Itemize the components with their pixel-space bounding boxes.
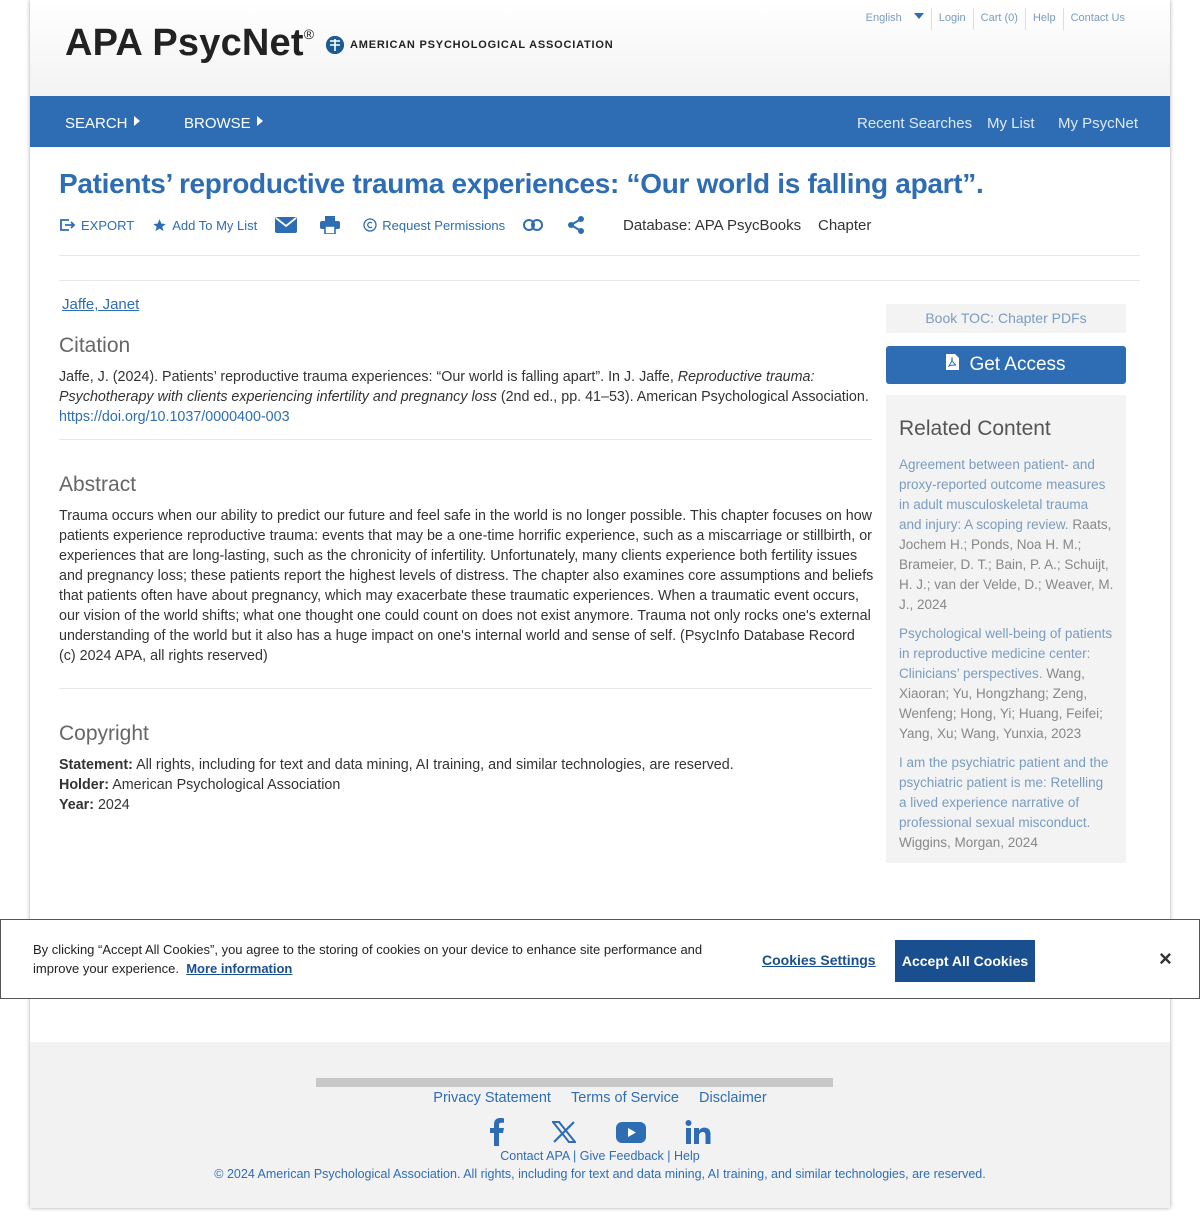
nav-my-psycnet[interactable]: My PsycNet [1058,115,1139,132]
nav-search[interactable]: SEARCH [65,115,140,132]
author-link[interactable]: Jaffe, Janet [62,296,140,313]
separator: | [667,1149,671,1163]
cookie-text: By clicking “Accept All Cookies”, you agree to the storing of cookies on your device to enhance site performance and improve your experience. More information [33,942,703,976]
abstract-text: Trauma occurs when our ability to predict our future and feel safe in the world is no longer possible. This chapter focuses on how patients experience reproductive trauma: events that may be a one-time horrific experience, such as a miscarriage or stillbirth, or experiences that are long-lasting, such as the chronicity of infertility. Unfortunately, many clients experience both fertility issues and pregnancy loss; these patients report the highest levels of distress. The chapter also examines core assumptions and beliefs that patients often have about pregnancy, which may exacerbate these traumatic experiences. When a traumatic event occurs, our vision of the world shifts; what one thought one could count on does not exist anymore. Trauma not only rocks one's external understanding of the world but it also has a huge impact on one's internal world and sense of self. (PsycInfo Database Record (c) 2024 APA, all rights reserved) [59,508,874,664]
help-link[interactable]: Help [1025,8,1063,30]
apa-logo-text: AMERICAN PSYCHOLOGICAL ASSOCIATION [350,39,614,51]
copyright-icon [363,218,377,232]
citation-text: Jaffe, J. (2024). Patients’ reproductive trauma experiences: “Our world is falling apart”. In J. Jaffe, Reproductive trauma: Psychotherapy with clients experiencing infertility and pregnancy loss (2nd ed., pp. 41–53). American Psychological Association. https://doi.org/10.1037/0000400-003 [59,369,869,425]
brand-logo[interactable]: APA PsycNet® [65,22,315,64]
related-item-authors: Raats, Jochem H.; Ponds, Noa H. M.; Brameier, D. T.; Bain, P. A.; Schuijt, H. J.; van der Velde, D.; Weaver, M. J., 2024 [899,517,1114,612]
permalink-button[interactable] [523,219,548,231]
divider [59,255,1140,256]
linkedin-icon[interactable] [681,1118,715,1146]
copyright-holder: Holder: American Psychological Association [59,777,341,793]
divider [59,688,872,689]
copyright-statement: Statement: All rights, including for text and data mining, AI training, and similar technologies, are reserved. [59,757,734,773]
youtube-icon[interactable] [614,1118,648,1146]
contact-us-link[interactable]: Contact Us [1063,8,1132,30]
share-button[interactable] [566,215,591,235]
related-item-link[interactable]: Agreement between patient- and proxy-reported outcome measures in adult musculoskeletal trauma and injury: A scoping review. [899,457,1106,532]
record-toolbar [59,212,609,238]
add-to-list-button[interactable]: Add To My List [152,218,257,233]
cart-link[interactable]: Cart (0) [973,8,1025,30]
export-button[interactable]: EXPORT [59,218,134,233]
footer-help-link[interactable]: Help [674,1149,700,1163]
accept-all-cookies-button[interactable]: Accept All Cookies [895,940,1035,982]
apa-globe-icon [326,36,344,54]
related-item [899,455,1114,615]
apa-logo[interactable] [326,36,614,54]
link-icon [523,219,543,231]
pdf-file-icon [946,354,959,376]
social-links [480,1118,715,1146]
related-item-authors: Wiggins, Morgan, 2024 [899,835,1038,850]
main-nav [30,96,1170,147]
get-access-button[interactable]: Get Access [886,346,1126,384]
more-information-link[interactable]: More information [186,961,293,976]
star-icon [152,218,167,233]
related-item [899,753,1114,853]
related-item [899,624,1114,744]
separator: | [573,1149,577,1163]
related-item-link[interactable]: I am the psychiatric patient and the psychiatric patient is me: Retelling a lived experience narrative of professional sexual misconduct. [899,755,1109,830]
citation-heading: Citation [59,334,131,357]
give-feedback-link[interactable]: Give Feedback [579,1149,664,1163]
book-toc-button[interactable]: Book TOC: Chapter PDFs [886,304,1126,333]
facebook-icon[interactable] [480,1118,514,1146]
divider [59,439,872,440]
disclaimer-link[interactable]: Disclaimer [699,1090,767,1106]
footer-copyright: © 2024 American Psychological Association. All rights, including for text and data mining, AI training, and similar technologies, are reserved. [214,1167,986,1181]
export-icon [59,218,76,232]
cookie-banner [0,919,1200,999]
nav-recent-searches[interactable]: Recent Searches [857,115,973,132]
record-type: Chapter [818,217,872,234]
page-title: Patients’ reproductive trauma experiences: “Our world is falling apart”. [59,168,984,199]
related-item-authors: Wang, Xiaoran; Yu, Hongzhang; Zeng, Wenfeng; Hong, Yi; Huang, Feifei; Yang, Xu; Wang, Yunxia, 2023 [899,666,1103,741]
nav-my-list[interactable]: My List [987,115,1035,132]
cookies-settings-button[interactable]: Cookies Settings [762,952,876,968]
x-icon[interactable] [547,1118,581,1146]
printer-icon [320,216,340,234]
header [30,0,1170,96]
utility-links [852,8,1132,30]
related-content-panel [886,395,1126,863]
related-item-link[interactable]: Psychological well-being of patients in reproductive medicine center: Clinicians’ perspectives. [899,626,1113,681]
close-icon[interactable]: × [1159,946,1172,971]
copyright-heading: Copyright [59,722,149,745]
login-link[interactable]: Login [931,8,973,30]
copyright-year: Year: 2024 [59,797,130,813]
contact-apa-link[interactable]: Contact APA [500,1149,570,1163]
caret-right-icon [257,116,263,126]
footer-links [30,1090,1170,1106]
print-button[interactable] [320,216,345,234]
divider [59,280,1140,281]
share-icon [566,215,586,235]
book-title: Reproductive trauma: Psychotherapy with clients experiencing infertility and pregnancy loss [59,369,815,405]
language-select[interactable]: English [852,8,931,30]
email-button[interactable] [275,217,302,233]
envelope-icon [275,217,297,233]
footer [30,1042,1170,1208]
footer-bar [316,1078,833,1087]
page [30,0,1170,1208]
abstract-heading: Abstract [59,473,137,496]
footer-small-links [30,1149,1170,1163]
caret-right-icon [134,116,140,126]
terms-link[interactable]: Terms of Service [571,1090,679,1106]
doi-link[interactable]: https://doi.org/10.1037/0000400-003 [59,409,290,425]
chevron-down-icon [914,13,924,19]
request-permissions-link[interactable]: Request Permissions [363,218,505,233]
related-heading: Related Content [899,417,1051,440]
database-label: Database: APA PsycBooks [623,217,802,234]
registered-mark: ® [303,26,315,42]
privacy-link[interactable]: Privacy Statement [433,1090,551,1106]
nav-browse[interactable]: BROWSE [184,115,263,132]
